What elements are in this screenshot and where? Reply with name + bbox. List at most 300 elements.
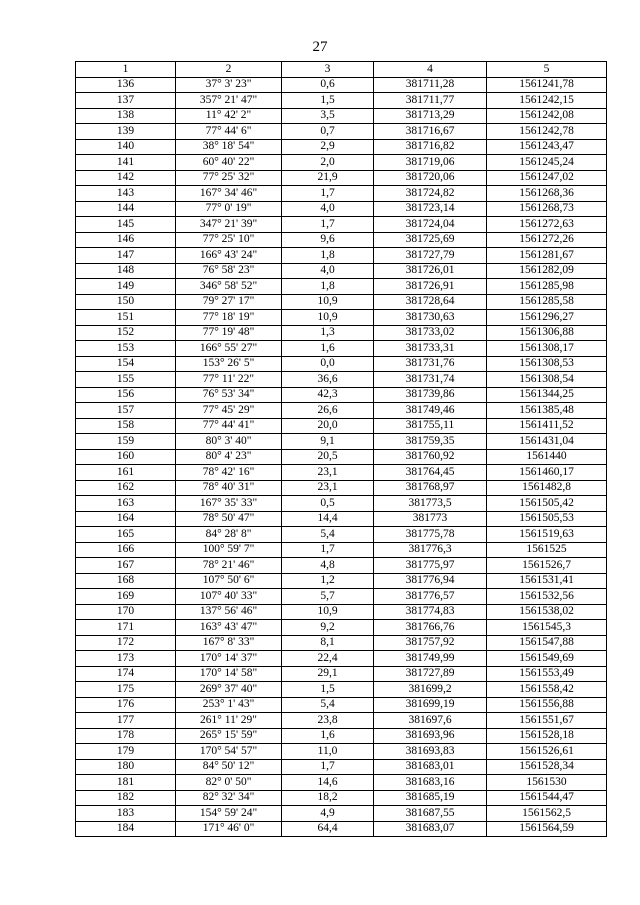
distance-cell: 1,5 — [282, 682, 374, 698]
x-coordinate-cell: 381733,02 — [374, 325, 487, 341]
bearing-cell: 84° 50' 12" — [176, 759, 282, 775]
header-col-2: 2 — [176, 62, 282, 78]
x-coordinate-cell: 381719,06 — [374, 155, 487, 171]
y-coordinate-cell: 1561296,27 — [487, 310, 607, 326]
distance-cell: 14,6 — [282, 775, 374, 791]
x-coordinate-cell: 381716,67 — [374, 124, 487, 140]
x-coordinate-cell: 381749,46 — [374, 403, 487, 419]
x-coordinate-cell: 381711,77 — [374, 93, 487, 109]
point-number-cell: 178 — [76, 728, 176, 744]
distance-cell: 22,4 — [282, 651, 374, 667]
point-number-cell: 142 — [76, 170, 176, 186]
point-number-cell: 153 — [76, 341, 176, 357]
x-coordinate-cell: 381733,31 — [374, 341, 487, 357]
bearing-cell: 170° 14' 37" — [176, 651, 282, 667]
distance-cell: 5,4 — [282, 527, 374, 543]
x-coordinate-cell: 381711,28 — [374, 77, 487, 93]
table-row — [76, 775, 607, 791]
distance-cell: 9,2 — [282, 620, 374, 636]
bearing-cell: 77° 18' 19" — [176, 310, 282, 326]
y-coordinate-cell: 1561308,17 — [487, 341, 607, 357]
distance-cell: 0,5 — [282, 496, 374, 512]
table-row — [76, 604, 607, 620]
x-coordinate-cell: 381683,07 — [374, 821, 487, 837]
point-number-cell: 166 — [76, 542, 176, 558]
distance-cell: 29,1 — [282, 666, 374, 682]
x-coordinate-cell: 381683,01 — [374, 759, 487, 775]
table-header-row — [76, 62, 607, 78]
table-row — [76, 697, 607, 713]
point-number-cell: 163 — [76, 496, 176, 512]
x-coordinate-cell: 381699,2 — [374, 682, 487, 698]
point-number-cell: 168 — [76, 573, 176, 589]
distance-cell: 1,3 — [282, 325, 374, 341]
y-coordinate-cell: 1561272,63 — [487, 217, 607, 233]
bearing-cell: 261° 11' 29" — [176, 713, 282, 729]
point-number-cell: 146 — [76, 232, 176, 248]
distance-cell: 10,9 — [282, 604, 374, 620]
bearing-cell: 77° 0' 19" — [176, 201, 282, 217]
x-coordinate-cell: 381766,76 — [374, 620, 487, 636]
point-number-cell: 155 — [76, 372, 176, 388]
bearing-cell: 167° 8' 33" — [176, 635, 282, 651]
x-coordinate-cell: 381723,14 — [374, 201, 487, 217]
x-coordinate-cell: 381773,5 — [374, 496, 487, 512]
table-body — [76, 77, 607, 837]
y-coordinate-cell: 1561526,61 — [487, 744, 607, 760]
table-row — [76, 341, 607, 357]
y-coordinate-cell: 1561411,52 — [487, 418, 607, 434]
bearing-cell: 269° 37' 40" — [176, 682, 282, 698]
table-row — [76, 232, 607, 248]
distance-cell: 8,1 — [282, 635, 374, 651]
bearing-cell: 100° 59' 7" — [176, 542, 282, 558]
point-number-cell: 177 — [76, 713, 176, 729]
table-row — [76, 418, 607, 434]
y-coordinate-cell: 1561281,67 — [487, 248, 607, 264]
y-coordinate-cell: 1561308,54 — [487, 372, 607, 388]
bearing-cell: 167° 35' 33" — [176, 496, 282, 512]
bearing-cell: 77° 25' 10" — [176, 232, 282, 248]
distance-cell: 23,8 — [282, 713, 374, 729]
point-number-cell: 138 — [76, 108, 176, 124]
header-col-3: 3 — [282, 62, 374, 78]
table-row — [76, 93, 607, 109]
distance-cell: 20,5 — [282, 449, 374, 465]
distance-cell: 20,0 — [282, 418, 374, 434]
x-coordinate-cell: 381774,83 — [374, 604, 487, 620]
distance-cell: 2,0 — [282, 155, 374, 171]
point-number-cell: 157 — [76, 403, 176, 419]
x-coordinate-cell: 381749,99 — [374, 651, 487, 667]
y-coordinate-cell: 1561528,34 — [487, 759, 607, 775]
table-row — [76, 325, 607, 341]
distance-cell: 14,4 — [282, 511, 374, 527]
distance-cell: 3,5 — [282, 108, 374, 124]
distance-cell: 1,8 — [282, 279, 374, 295]
table-row — [76, 759, 607, 775]
point-number-cell: 183 — [76, 806, 176, 822]
bearing-cell: 77° 25' 32" — [176, 170, 282, 186]
table-row — [76, 356, 607, 372]
point-number-cell: 167 — [76, 558, 176, 574]
distance-cell: 1,6 — [282, 341, 374, 357]
bearing-cell: 347° 21' 39" — [176, 217, 282, 233]
x-coordinate-cell: 381724,82 — [374, 186, 487, 202]
distance-cell: 1,7 — [282, 759, 374, 775]
x-coordinate-cell: 381697,6 — [374, 713, 487, 729]
x-coordinate-cell: 381773 — [374, 511, 487, 527]
x-coordinate-cell: 381760,92 — [374, 449, 487, 465]
y-coordinate-cell: 1561553,49 — [487, 666, 607, 682]
bearing-cell: 171° 46' 0" — [176, 821, 282, 837]
bearing-cell: 154° 59' 24" — [176, 806, 282, 822]
table-row — [76, 620, 607, 636]
distance-cell: 1,8 — [282, 248, 374, 264]
table-row — [76, 713, 607, 729]
table-row — [76, 573, 607, 589]
distance-cell: 21,9 — [282, 170, 374, 186]
bearing-cell: 77° 44' 6" — [176, 124, 282, 140]
table-row — [76, 790, 607, 806]
y-coordinate-cell: 1561545,3 — [487, 620, 607, 636]
distance-cell: 36,6 — [282, 372, 374, 388]
point-number-cell: 150 — [76, 294, 176, 310]
distance-cell: 1,2 — [282, 573, 374, 589]
distance-cell: 0,0 — [282, 356, 374, 372]
point-number-cell: 154 — [76, 356, 176, 372]
distance-cell: 1,6 — [282, 728, 374, 744]
x-coordinate-cell: 381724,04 — [374, 217, 487, 233]
table-row — [76, 465, 607, 481]
distance-cell: 0,6 — [282, 77, 374, 93]
bearing-cell: 346° 58' 52" — [176, 279, 282, 295]
table-row — [76, 186, 607, 202]
bearing-cell: 357° 21' 47" — [176, 93, 282, 109]
point-number-cell: 140 — [76, 139, 176, 155]
bearing-cell: 170° 54' 57" — [176, 744, 282, 760]
coordinates-table — [75, 61, 607, 837]
table-row — [76, 217, 607, 233]
x-coordinate-cell: 381759,35 — [374, 434, 487, 450]
distance-cell: 64,4 — [282, 821, 374, 837]
y-coordinate-cell: 1561525 — [487, 542, 607, 558]
x-coordinate-cell: 381693,83 — [374, 744, 487, 760]
point-number-cell: 164 — [76, 511, 176, 527]
point-number-cell: 161 — [76, 465, 176, 481]
y-coordinate-cell: 1561440 — [487, 449, 607, 465]
y-coordinate-cell: 1561564,59 — [487, 821, 607, 837]
x-coordinate-cell: 381699,19 — [374, 697, 487, 713]
bearing-cell: 76° 58' 23" — [176, 263, 282, 279]
distance-cell: 9,1 — [282, 434, 374, 450]
table-row — [76, 248, 607, 264]
table-row — [76, 666, 607, 682]
header-col-5: 5 — [487, 62, 607, 78]
table-row — [76, 77, 607, 93]
y-coordinate-cell: 1561245,24 — [487, 155, 607, 171]
x-coordinate-cell: 381768,97 — [374, 480, 487, 496]
point-number-cell: 165 — [76, 527, 176, 543]
point-number-cell: 147 — [76, 248, 176, 264]
y-coordinate-cell: 1561242,08 — [487, 108, 607, 124]
y-coordinate-cell: 1561558,42 — [487, 682, 607, 698]
point-number-cell: 145 — [76, 217, 176, 233]
bearing-cell: 78° 40' 31" — [176, 480, 282, 496]
point-number-cell: 172 — [76, 635, 176, 651]
table-row — [76, 108, 607, 124]
point-number-cell: 169 — [76, 589, 176, 605]
distance-cell: 42,3 — [282, 387, 374, 403]
point-number-cell: 152 — [76, 325, 176, 341]
bearing-cell: 60° 40' 22" — [176, 155, 282, 171]
bearing-cell: 80° 4' 23" — [176, 449, 282, 465]
x-coordinate-cell: 381728,64 — [374, 294, 487, 310]
distance-cell: 2,9 — [282, 139, 374, 155]
y-coordinate-cell: 1561547,88 — [487, 635, 607, 651]
bearing-cell: 79° 27' 17" — [176, 294, 282, 310]
y-coordinate-cell: 1561272,26 — [487, 232, 607, 248]
distance-cell: 18,2 — [282, 790, 374, 806]
distance-cell: 9,6 — [282, 232, 374, 248]
point-number-cell: 171 — [76, 620, 176, 636]
point-number-cell: 176 — [76, 697, 176, 713]
x-coordinate-cell: 381727,79 — [374, 248, 487, 264]
bearing-cell: 167° 34' 46" — [176, 186, 282, 202]
header-col-1: 1 — [76, 62, 176, 78]
table-row — [76, 372, 607, 388]
y-coordinate-cell: 1561243,47 — [487, 139, 607, 155]
y-coordinate-cell: 1561285,58 — [487, 294, 607, 310]
point-number-cell: 174 — [76, 666, 176, 682]
bearing-cell: 76° 53' 34" — [176, 387, 282, 403]
bearing-cell: 82° 0' 50" — [176, 775, 282, 791]
x-coordinate-cell: 381716,82 — [374, 139, 487, 155]
bearing-cell: 137° 56' 46" — [176, 604, 282, 620]
table-row — [76, 294, 607, 310]
y-coordinate-cell: 1561285,98 — [487, 279, 607, 295]
distance-cell: 23,1 — [282, 465, 374, 481]
bearing-cell: 38° 18' 54" — [176, 139, 282, 155]
distance-cell: 5,7 — [282, 589, 374, 605]
distance-cell: 4,0 — [282, 263, 374, 279]
distance-cell: 5,4 — [282, 697, 374, 713]
y-coordinate-cell: 1561505,42 — [487, 496, 607, 512]
x-coordinate-cell: 381757,92 — [374, 635, 487, 651]
point-number-cell: 160 — [76, 449, 176, 465]
point-number-cell: 136 — [76, 77, 176, 93]
point-number-cell: 139 — [76, 124, 176, 140]
x-coordinate-cell: 381727,89 — [374, 666, 487, 682]
point-number-cell: 148 — [76, 263, 176, 279]
x-coordinate-cell: 381739,86 — [374, 387, 487, 403]
x-coordinate-cell: 381776,3 — [374, 542, 487, 558]
point-number-cell: 162 — [76, 480, 176, 496]
y-coordinate-cell: 1561431,04 — [487, 434, 607, 450]
bearing-cell: 11° 42' 2" — [176, 108, 282, 124]
table-row — [76, 635, 607, 651]
distance-cell: 10,9 — [282, 294, 374, 310]
y-coordinate-cell: 1561530 — [487, 775, 607, 791]
point-number-cell: 159 — [76, 434, 176, 450]
point-number-cell: 180 — [76, 759, 176, 775]
bearing-cell: 77° 19' 48" — [176, 325, 282, 341]
y-coordinate-cell: 1561538,02 — [487, 604, 607, 620]
y-coordinate-cell: 1561482,8 — [487, 480, 607, 496]
table-row — [76, 263, 607, 279]
table-row — [76, 170, 607, 186]
point-number-cell: 182 — [76, 790, 176, 806]
x-coordinate-cell: 381755,11 — [374, 418, 487, 434]
y-coordinate-cell: 1561460,17 — [487, 465, 607, 481]
table-row — [76, 387, 607, 403]
point-number-cell: 151 — [76, 310, 176, 326]
table-row — [76, 558, 607, 574]
table-row — [76, 806, 607, 822]
table-row — [76, 744, 607, 760]
distance-cell: 1,7 — [282, 542, 374, 558]
y-coordinate-cell: 1561556,88 — [487, 697, 607, 713]
x-coordinate-cell: 381730,63 — [374, 310, 487, 326]
table-row — [76, 728, 607, 744]
distance-cell: 23,1 — [282, 480, 374, 496]
x-coordinate-cell: 381775,78 — [374, 527, 487, 543]
x-coordinate-cell: 381776,94 — [374, 573, 487, 589]
y-coordinate-cell: 1561247,02 — [487, 170, 607, 186]
x-coordinate-cell: 381683,16 — [374, 775, 487, 791]
bearing-cell: 77° 45' 29" — [176, 403, 282, 419]
table-row — [76, 527, 607, 543]
table-row — [76, 651, 607, 667]
point-number-cell: 143 — [76, 186, 176, 202]
y-coordinate-cell: 1561241,78 — [487, 77, 607, 93]
distance-cell: 10,9 — [282, 310, 374, 326]
bearing-cell: 78° 50' 47" — [176, 511, 282, 527]
table-row — [76, 480, 607, 496]
x-coordinate-cell: 381731,74 — [374, 372, 487, 388]
y-coordinate-cell: 1561505,53 — [487, 511, 607, 527]
y-coordinate-cell: 1561532,56 — [487, 589, 607, 605]
table-row — [76, 201, 607, 217]
distance-cell: 1,7 — [282, 186, 374, 202]
bearing-cell: 84° 28' 8" — [176, 527, 282, 543]
table-row — [76, 496, 607, 512]
point-number-cell: 184 — [76, 821, 176, 837]
table-row — [76, 542, 607, 558]
point-number-cell: 173 — [76, 651, 176, 667]
x-coordinate-cell: 381726,91 — [374, 279, 487, 295]
distance-cell: 11,0 — [282, 744, 374, 760]
y-coordinate-cell: 1561268,36 — [487, 186, 607, 202]
y-coordinate-cell: 1561531,41 — [487, 573, 607, 589]
distance-cell: 4,0 — [282, 201, 374, 217]
y-coordinate-cell: 1561549,69 — [487, 651, 607, 667]
point-number-cell: 144 — [76, 201, 176, 217]
distance-cell: 1,5 — [282, 93, 374, 109]
point-number-cell: 170 — [76, 604, 176, 620]
point-number-cell: 179 — [76, 744, 176, 760]
distance-cell: 0,7 — [282, 124, 374, 140]
y-coordinate-cell: 1561242,15 — [487, 93, 607, 109]
table-row — [76, 124, 607, 140]
table-row — [76, 511, 607, 527]
point-number-cell: 156 — [76, 387, 176, 403]
x-coordinate-cell: 381726,01 — [374, 263, 487, 279]
x-coordinate-cell: 381687,55 — [374, 806, 487, 822]
x-coordinate-cell: 381693,96 — [374, 728, 487, 744]
bearing-cell: 166° 43' 24" — [176, 248, 282, 264]
table-row — [76, 155, 607, 171]
x-coordinate-cell: 381776,57 — [374, 589, 487, 605]
table-row — [76, 310, 607, 326]
bearing-cell: 107° 50' 6" — [176, 573, 282, 589]
y-coordinate-cell: 1561282,09 — [487, 263, 607, 279]
table-row — [76, 434, 607, 450]
y-coordinate-cell: 1561385,48 — [487, 403, 607, 419]
bearing-cell: 107° 40' 33" — [176, 589, 282, 605]
bearing-cell: 77° 44' 41" — [176, 418, 282, 434]
bearing-cell: 80° 3' 40" — [176, 434, 282, 450]
y-coordinate-cell: 1561268,73 — [487, 201, 607, 217]
bearing-cell: 153° 26' 5" — [176, 356, 282, 372]
y-coordinate-cell: 1561308,53 — [487, 356, 607, 372]
y-coordinate-cell: 1561519,63 — [487, 527, 607, 543]
y-coordinate-cell: 1561242,78 — [487, 124, 607, 140]
y-coordinate-cell: 1561526,7 — [487, 558, 607, 574]
point-number-cell: 137 — [76, 93, 176, 109]
distance-cell: 26,6 — [282, 403, 374, 419]
point-number-cell: 149 — [76, 279, 176, 295]
table-row — [76, 682, 607, 698]
x-coordinate-cell: 381713,29 — [374, 108, 487, 124]
bearing-cell: 78° 21' 46" — [176, 558, 282, 574]
y-coordinate-cell: 1561562,5 — [487, 806, 607, 822]
bearing-cell: 82° 32' 34" — [176, 790, 282, 806]
table-row — [76, 279, 607, 295]
x-coordinate-cell: 381775,97 — [374, 558, 487, 574]
distance-cell: 4,9 — [282, 806, 374, 822]
y-coordinate-cell: 1561544,47 — [487, 790, 607, 806]
bearing-cell: 170° 14' 58" — [176, 666, 282, 682]
table-row — [76, 821, 607, 837]
y-coordinate-cell: 1561344,25 — [487, 387, 607, 403]
table-row — [76, 403, 607, 419]
distance-cell: 1,7 — [282, 217, 374, 233]
point-number-cell: 181 — [76, 775, 176, 791]
bearing-cell: 37° 3' 23" — [176, 77, 282, 93]
bearing-cell: 166° 55' 27" — [176, 341, 282, 357]
bearing-cell: 78° 42' 16" — [176, 465, 282, 481]
bearing-cell: 163° 43' 47" — [176, 620, 282, 636]
x-coordinate-cell: 381764,45 — [374, 465, 487, 481]
point-number-cell: 141 — [76, 155, 176, 171]
distance-cell: 4,8 — [282, 558, 374, 574]
bearing-cell: 265° 15' 59" — [176, 728, 282, 744]
x-coordinate-cell: 381685,19 — [374, 790, 487, 806]
point-number-cell: 175 — [76, 682, 176, 698]
bearing-cell: 77° 11' 22" — [176, 372, 282, 388]
table-row — [76, 589, 607, 605]
x-coordinate-cell: 381731,76 — [374, 356, 487, 372]
bearing-cell: 253° 1' 43" — [176, 697, 282, 713]
x-coordinate-cell: 381725,69 — [374, 232, 487, 248]
table-row — [76, 449, 607, 465]
x-coordinate-cell: 381720,06 — [374, 170, 487, 186]
y-coordinate-cell: 1561528,18 — [487, 728, 607, 744]
header-col-4: 4 — [374, 62, 487, 78]
page-number: 27 — [312, 39, 328, 55]
point-number-cell: 158 — [76, 418, 176, 434]
